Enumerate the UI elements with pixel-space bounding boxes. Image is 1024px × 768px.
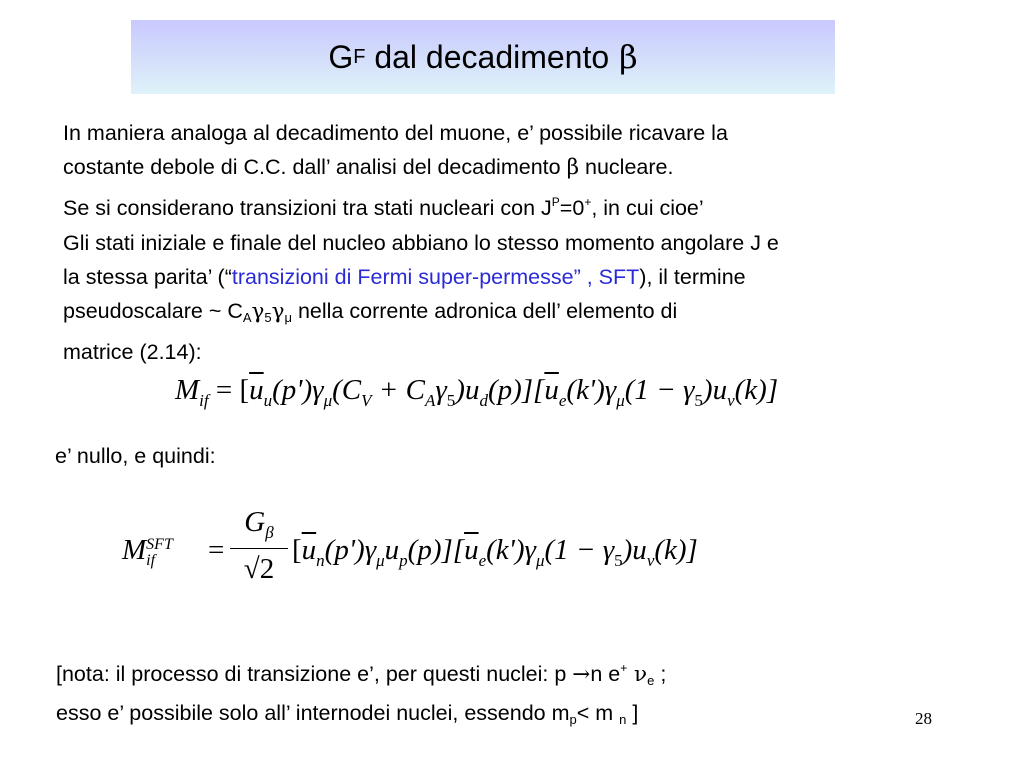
note-text: esso e’ possibile solo all’ internodei nuclei, essendo m xyxy=(56,701,570,725)
eq1-sub-if: if xyxy=(199,391,209,410)
sft-highlight: transizioni di Fermi super-permesse” , SFT xyxy=(231,264,640,289)
eq2-sub-nu: ν xyxy=(646,551,655,570)
eq2-sub-if: if xyxy=(146,552,156,569)
eq1-part: (1 − γ xyxy=(624,374,695,406)
note-sub-n: n xyxy=(619,712,627,727)
eq2-sub-beta: β xyxy=(265,523,274,542)
note-text: [nota: il processo di transizione e’, per questi nuclei: p xyxy=(56,662,573,686)
body-line-2b: nucleare. xyxy=(585,155,674,180)
eq2-M: M xyxy=(122,534,147,566)
eq2-sub-5: 5 xyxy=(614,551,623,570)
eq2-sub-mu: μ xyxy=(376,551,385,570)
note-sub-p: p xyxy=(569,712,577,727)
body-line-5a: la stessa parita’ (“ xyxy=(63,264,232,289)
eq2-part: (p')γ xyxy=(324,534,377,566)
body-line-6b: nella corrente adronica dell’ elemento di xyxy=(292,299,678,324)
eq2-part: )u xyxy=(622,534,647,566)
eq1-M: M xyxy=(175,374,200,406)
eq2-part: (p)][ xyxy=(407,534,465,566)
eq1-sub-mu: μ xyxy=(323,391,333,410)
eq2-equals: = xyxy=(208,534,225,566)
note-text: n e xyxy=(590,662,621,686)
eq1-u-bar: $\overline{u}$ xyxy=(249,374,264,406)
gamma-symbol: γ xyxy=(271,299,285,325)
eq1-part: γ xyxy=(435,374,447,406)
eq2-fraction xyxy=(230,506,288,586)
eq2-part: (k')γ xyxy=(486,534,536,566)
body-line-2 xyxy=(63,150,1018,185)
body-line-2a: costante debole di C.C. dall’ analisi del decadimento xyxy=(63,155,561,180)
eq1-part: )u xyxy=(702,374,728,406)
eq2-denominator: √2 xyxy=(243,553,275,585)
eq1-part: (k')γ xyxy=(566,374,617,406)
eq2-sup-SFT: SFT xyxy=(146,536,173,553)
eq2-sub-e: e xyxy=(478,551,487,570)
eq2-lhs xyxy=(122,534,173,569)
eq1-sub-d: d xyxy=(479,391,488,410)
note-text: ; xyxy=(654,662,667,686)
nu-symbol: ν xyxy=(627,662,648,687)
eq1-part: (p')γ xyxy=(272,374,324,406)
title-sub-F: F xyxy=(353,45,366,68)
eq2-sub-p: p xyxy=(399,551,408,570)
eq1-part: = [ xyxy=(208,374,250,406)
body-line-7: matrice (2.14): xyxy=(63,340,202,365)
eq2-u-bar: $\overline{u}$ xyxy=(301,534,317,566)
eq1-u-bar: $\overline{u}$ xyxy=(544,374,559,406)
eq1-sub-nu: ν xyxy=(727,391,735,410)
eq2-sub-n: n xyxy=(316,551,325,570)
eq2-part: [ xyxy=(292,534,302,566)
body-line-3c: , in cui cioe’ xyxy=(591,196,704,221)
eq2-part: u xyxy=(384,534,400,566)
footnote xyxy=(56,652,666,736)
slide-title xyxy=(131,20,835,94)
eq1-sub-V: V xyxy=(361,391,372,410)
note-line-2 xyxy=(56,697,666,736)
eq1-sub-5: 5 xyxy=(446,391,456,410)
equation-1 xyxy=(175,374,778,411)
beta-symbol: β xyxy=(566,155,580,181)
eq2-rhs xyxy=(292,534,698,571)
body-line-4: Gli stati iniziale e finale del nucleo abbiano lo stesso momento angolare J e xyxy=(63,230,779,255)
body-line-5b: ), il termine xyxy=(639,264,746,289)
body-paragraph xyxy=(63,116,1018,369)
body-line-5 xyxy=(63,260,1018,294)
page-number: 28 xyxy=(915,709,932,728)
note-line-1 xyxy=(56,652,666,697)
eq1-part: (p)][ xyxy=(487,374,545,406)
eq2-sub-mu: μ xyxy=(535,551,545,570)
note-sup-plus: + xyxy=(620,661,628,675)
eq2-u-bar: $\overline{u}$ xyxy=(464,534,479,566)
arrow-right-icon: → xyxy=(572,662,591,687)
eq1-sub-mu: μ xyxy=(616,391,625,410)
body-line-6 xyxy=(63,294,1018,335)
note-text: < m xyxy=(576,701,620,725)
eq2-numerator xyxy=(230,506,288,546)
eq2-part: (1 − γ xyxy=(544,534,615,566)
note-sub-e: e xyxy=(647,673,655,688)
sup-plus: + xyxy=(584,195,592,210)
title-G: G xyxy=(328,38,354,75)
eq2-G: G xyxy=(244,506,266,538)
eq1-part: + C xyxy=(371,374,425,406)
sup-P: P xyxy=(551,195,560,210)
eq1-sub-e: e xyxy=(558,391,567,410)
sub-5: 5 xyxy=(264,310,272,326)
title-beta-symbol: β xyxy=(619,38,638,76)
body-line-3 xyxy=(63,185,1018,225)
body-line-6a: pseudoscalare ~ C xyxy=(63,299,243,324)
note-text: ] xyxy=(626,701,639,725)
body-line-1: In maniera analoga al decadimento del muone, e’ possibile ricavare la xyxy=(63,121,728,145)
eq1-part: (k)] xyxy=(734,374,779,406)
gamma-symbol: γ xyxy=(251,299,265,325)
eq1-sub-5: 5 xyxy=(694,391,703,410)
eq1-sub-A: A xyxy=(424,391,436,410)
eq1-part: (C xyxy=(332,374,362,406)
e-nullo-text: e’ nullo, e quindi: xyxy=(55,444,216,468)
sub-mu: μ xyxy=(284,310,292,326)
body-line-3a: Se si considerano transizioni tra stati nucleari con J xyxy=(63,196,552,221)
eq2-part: (k)] xyxy=(654,534,698,566)
sub-A: A xyxy=(242,310,252,326)
body-line-3b: =0 xyxy=(559,196,585,221)
title-text: dal decadimento xyxy=(374,38,610,75)
eq1-sub-u: u xyxy=(263,391,273,410)
eq1-part: )u xyxy=(455,374,480,406)
